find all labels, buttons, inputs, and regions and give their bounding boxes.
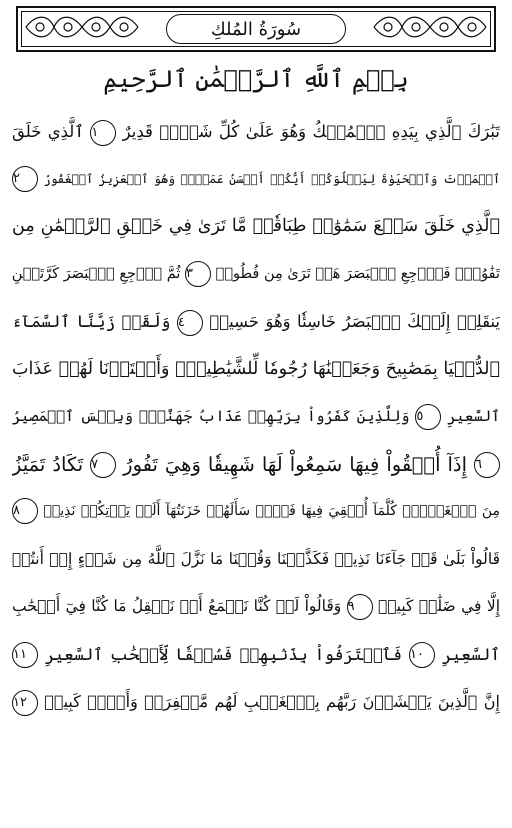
surah-title-box (166, 14, 346, 44)
verse-text: ٱلدُّنۡيَا بِمَصَٰبِيحَ وَجَعَلۡنَٰهَا رُجُومٗا لِّلشَّيَٰطِينِۖ وَأَعۡتَدۡنَا لَهُمۡ عَذَابَ (12, 358, 500, 379)
verse-line (12, 441, 500, 489)
left-ornament-icon (22, 12, 142, 42)
verse-text: إِنَّ ٱلَّذِينَ يَخۡشَوۡنَ رَبَّهُم بِٱلۡغَيۡبِ لَهُم مَّغۡفِرَةٞ وَأَجۡرٞ كَبِيرٞ (44, 692, 500, 711)
verse-text: ثُمَّ ٱرۡجِعِ ٱلۡبَصَرَ كَرَّتَيۡنِ (12, 265, 181, 282)
verse-text: إِلَّا فِي ضَلَٰلٖ كَبِيرٖ (378, 597, 500, 615)
verse-text: فَٱعۡتَرَفُواْ بِذَنۢبِهِمۡ فَسُحۡقٗا لِّأَصۡحَٰبِ ٱلسَّعِيرِ (44, 644, 403, 664)
verse-text: تَبَٰرَكَ ٱلَّذِي بِيَدِهِ ٱلۡمُلۡكُ وَهُوَ عَلَىٰ كُلِّ شَيۡءٖ قَدِيرٌ (122, 122, 500, 141)
verse-line (12, 583, 500, 631)
verse-text: وَلَقَدۡ زَيَّنَّا ٱلسَّمَآءَ (12, 312, 171, 331)
verse-text: ٱلَّذِي خَلَقَ (12, 122, 85, 141)
verse-text: وَلِلَّذِينَ كَفَرُواْ بِرَبِّهِمۡ عَذَابُ جَهَنَّمَۖ وَبِئۡسَ ٱلۡمَصِيرُ (12, 407, 410, 425)
ayah-number-marker: ١ (90, 120, 116, 146)
verse-line (12, 678, 500, 726)
ayah-number-marker: ٨ (12, 498, 38, 524)
ayah-number-marker: ٩ (347, 594, 373, 620)
verse-text: مِنَ ٱلۡغَيۡظِۖ كُلَّمَآ أُلۡقِيَ فِيهَا فَوۡجٞ سَأَلَهُمۡ خَزَنَتُهَآ أَلَمۡ يَأۡتِكُمۡ نَذِيرٞ (43, 503, 500, 519)
verse-line (12, 298, 500, 346)
verse-text: يَنقَلِبۡ إِلَيۡكَ ٱلۡبَصَرُ خَاسِئٗا وَهُوَ حَسِيرٞ (209, 312, 500, 331)
verse-text: تَفَٰوُتٖۖ فَٱرۡجِعِ ٱلۡبَصَرَ هَلۡ تَرَىٰ مِن فُطُورٖ (215, 265, 500, 282)
verse-text: ٱلَّذِي خَلَقَ سَبۡعَ سَمَٰوَٰتٖ طِبَاقٗاۖ مَّا تَرَىٰ فِي خَلۡقِ ٱلرَّحۡمَٰنِ مِن (12, 216, 500, 236)
verse-text: تَكَادُ تَمَيَّزُ (12, 452, 84, 476)
right-ornament-icon (370, 12, 490, 42)
verse-line (12, 108, 500, 156)
verse-text: ٱلۡمَوۡتَ وَٱلۡحَيَوٰةَ لِيَبۡلُوَكُمۡ أَيُّكُمۡ أَحۡسَنُ عَمَلٗاۚ وَهُوَ ٱلۡعَزِيزُ ٱلۡغَفُورُ (43, 171, 500, 186)
verse-line (12, 536, 500, 584)
ayah-number-marker: ١٢ (12, 690, 38, 716)
verse-text: وَقَالُواْ لَوۡ كُنَّا نَسۡمَعُ أَوۡ نَعۡقِلُ مَا كُنَّا فِيٓ أَصۡحَٰبِ (12, 597, 342, 615)
verse-line (12, 393, 500, 441)
ayah-number-marker: ٢ (12, 166, 38, 192)
verse-line (12, 631, 500, 679)
verse-text: قَالُواْ بَلَىٰ قَدۡ جَآءَنَا نَذِيرٞ فَكَذَّبۡنَا وَقُلۡنَا مَا نَزَّلَ ٱللَّهُ مِن شَيۡءٍ إِنۡ أَنتُمۡ (12, 549, 500, 568)
verse-line (12, 251, 500, 299)
surah-title: سُورَةُ المُلكِ (210, 18, 302, 40)
verse-text: إِذَآ أُلۡقُواْ فِيهَا سَمِعُواْ لَهَا شَهِيقٗا وَهِيَ تَفُورُ (123, 452, 468, 476)
verse-line (12, 156, 500, 204)
verse-text: ٱلسَّعِيرِ (442, 644, 500, 664)
verse-line (12, 488, 500, 536)
ayah-number-marker: ٣ (185, 261, 211, 287)
ayah-number-marker: ٦ (474, 452, 500, 478)
basmala: بِسۡمِ ٱللَّهِ ٱلرَّحۡمَٰنِ ٱلرَّحِيمِ (103, 65, 409, 93)
verse-line (12, 203, 500, 251)
surah-header-banner (16, 6, 496, 52)
ayah-number-marker: ١٠ (409, 642, 435, 668)
ayah-number-marker: ٧ (90, 452, 116, 478)
ayah-number-marker: ٤ (177, 310, 203, 336)
ayah-number-marker: ١١ (12, 642, 38, 668)
ayah-number-marker: ٥ (415, 404, 441, 430)
verse-text: ٱلسَّعِيرِ (447, 407, 500, 425)
verse-lines (12, 108, 500, 726)
verse-line (12, 346, 500, 394)
